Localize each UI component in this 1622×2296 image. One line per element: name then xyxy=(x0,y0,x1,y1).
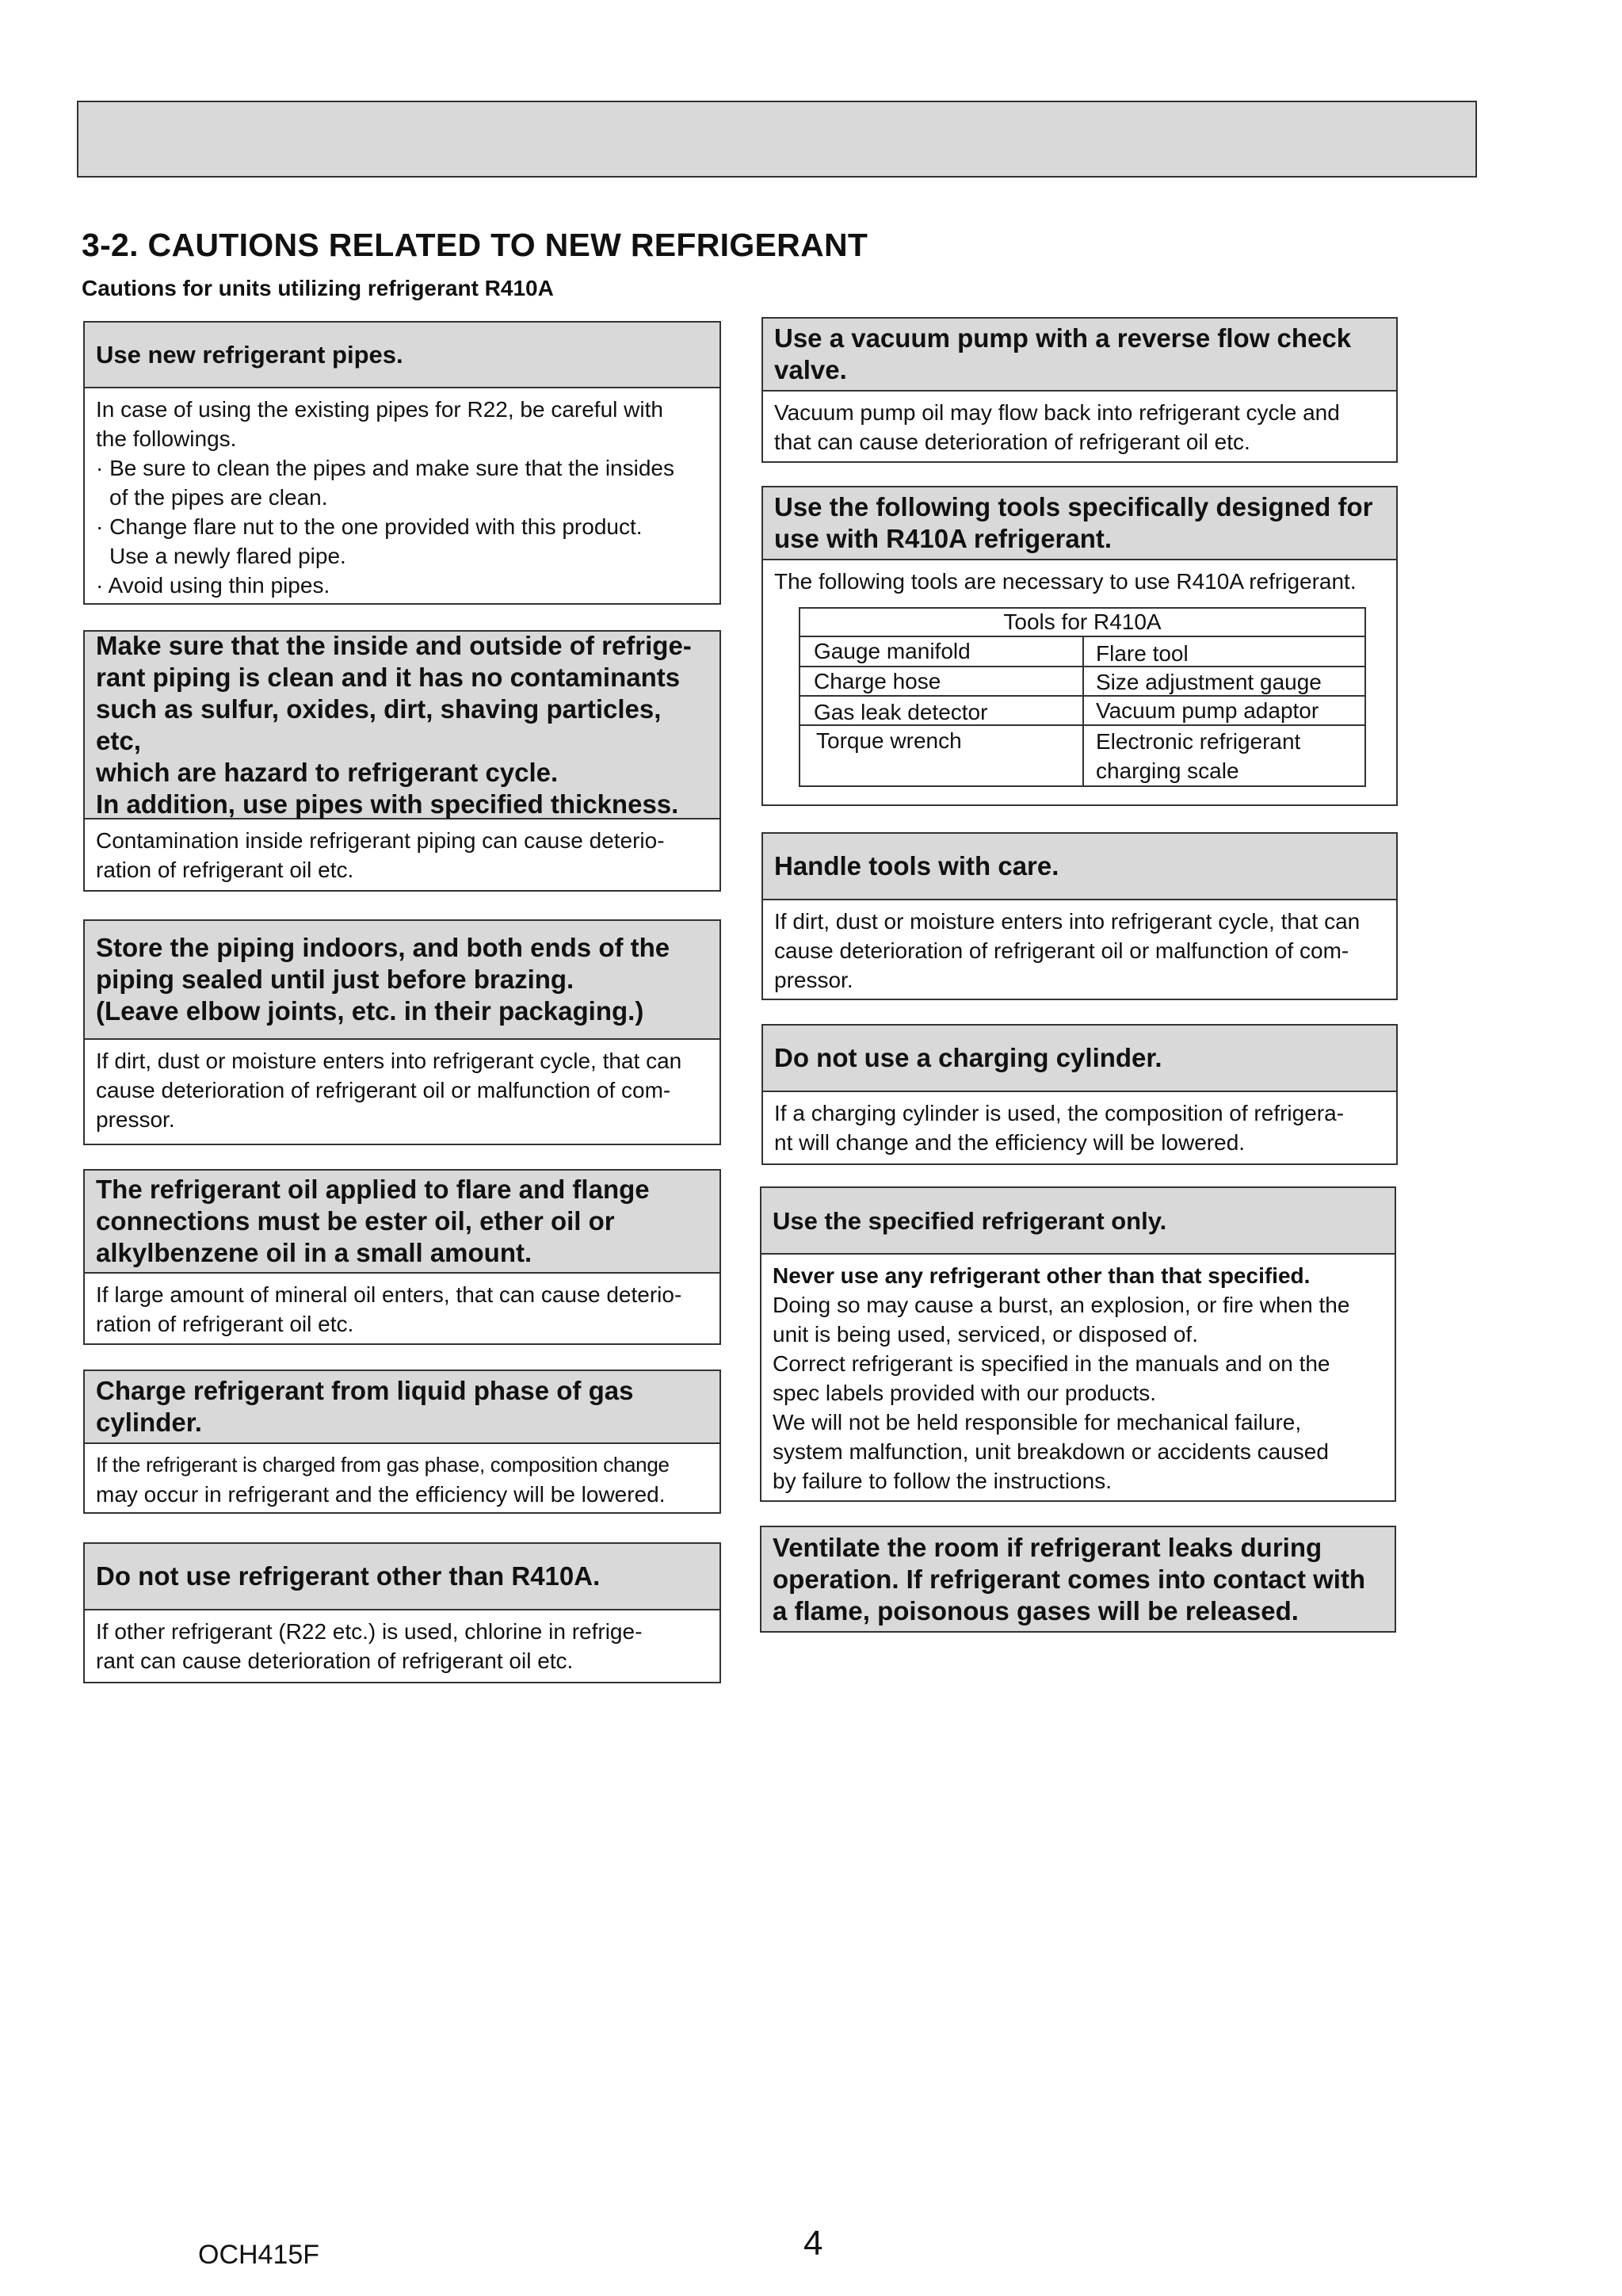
caution-body: If large amount of mineral oil enters, that can cause deterio- ration of refrigerant oil etc. xyxy=(96,1282,682,1336)
caution-clean-piping xyxy=(83,630,721,892)
tools-cell: Charge hose xyxy=(814,669,941,693)
caution-body: If the refrigerant is charged from gas phase, composition change may occur in refrigerant and the efficiency will be lowered. xyxy=(96,1453,670,1507)
caution-body: Contamination inside refrigerant piping can cause deterio- ration of refrigerant oil etc. xyxy=(96,828,665,882)
caution-heading: Use the following tools specifically designed for use with R410A refrigerant. xyxy=(763,487,1396,560)
caution-heading: Do not use a charging cylinder. xyxy=(763,1026,1396,1092)
caution-heading: Do not use refrigerant other than R410A. xyxy=(85,1544,719,1610)
caution-refrigerant-oil xyxy=(83,1169,721,1345)
caution-heading: Store the piping indoors, and both ends of the piping sealed until just before brazing. (Leave elbow joints, etc. in their packaging.) xyxy=(85,921,719,1040)
tools-cell: Size adjustment gauge xyxy=(1096,670,1322,694)
caution-heading: Make sure that the inside and outside of refrige- rant piping is clean and it has no contaminants such as sulfur, oxides, dirt, shaving particles, etc, which are hazard to refrigerant cycle. In addition, use pipes with specified thickness. xyxy=(85,632,719,819)
caution-new-pipes xyxy=(83,321,721,605)
tools-cell: Vacuum pump adaptor xyxy=(1096,698,1319,723)
caution-body: In case of using the existing pipes for R22, be careful with the followings. · Be sure to clean the pipes and make sure that the insides of the pipes are clean. · Change flare nut to the one provided with this product. Use a newly flared pipe. · Avoid using thin pipes. xyxy=(96,397,674,598)
document-code: OCH415F xyxy=(198,2240,320,2270)
page-number: 4 xyxy=(803,2224,823,2263)
caution-heading: Use new refrigerant pipes. xyxy=(85,323,719,388)
caution-body: If other refrigerant (R22 etc.) is used, chlorine in refrige- rant can cause deterioration of refrigerant oil etc. xyxy=(96,1619,643,1673)
caution-heading: Handle tools with care. xyxy=(763,834,1396,900)
row-divider xyxy=(800,666,1364,667)
tools-table-header: Tools for R410A xyxy=(800,609,1364,637)
tools-cell: Torque wrench xyxy=(816,728,962,753)
tools-cell: Electronic refrigerant xyxy=(1096,729,1301,754)
caution-body: If dirt, dust or moisture enters into refrigerant cycle, that can cause deterioration of refrigerant oil or malfunction of com- pressor. xyxy=(774,909,1361,992)
caution-specified-refrigerant xyxy=(760,1186,1396,1502)
tools-cell: Gauge manifold xyxy=(814,639,971,663)
caution-heading: Ventilate the room if refrigerant leaks during operation. If refrigerant comes into contact with a flame, poisonous gases will be released. xyxy=(761,1527,1395,1631)
caution-body: Vacuum pump oil may flow back into refrigerant cycle and that can cause deterioration of refrigerant oil etc. xyxy=(774,400,1340,454)
caution-body: Never use any refrigerant other than that specified. Doing so may cause a burst, an explosion, or fire when the unit is being used, serviced, or disposed of. Correct refrigerant is specified in the manuals and on the spec labels provided with our products. We will not be held responsible for mechanical failure, system malfunction, unit breakdown or accidents caused by failure to follow the instructions. xyxy=(773,1263,1350,1493)
tools-cell: Gas leak detector xyxy=(814,700,988,724)
caution-no-other-refrigerant xyxy=(83,1542,721,1683)
caution-handle-tools xyxy=(761,832,1398,1000)
tools-cell: Flare tool xyxy=(1096,641,1189,666)
caution-heading: Charge refrigerant from liquid phase of gas cylinder. xyxy=(85,1371,719,1444)
caution-body: If dirt, dust or moisture enters into refrigerant cycle, that can cause deterioration of refrigerant oil or malfunction of com- pressor. xyxy=(96,1049,682,1132)
caution-ventilate-room xyxy=(760,1526,1396,1633)
tools-table xyxy=(799,607,1366,787)
column-divider xyxy=(1082,637,1084,785)
caution-store-piping xyxy=(83,919,721,1145)
caution-heading: Use the specified refrigerant only. xyxy=(761,1188,1395,1255)
header-bar xyxy=(77,101,1477,178)
caution-charge-liquid-phase xyxy=(83,1370,721,1514)
section-subtitle: Cautions for units utilizing refrigerant R410A xyxy=(82,276,554,300)
caution-body: The following tools are necessary to use R410A refrigerant. xyxy=(774,569,1357,594)
caution-body: If a charging cylinder is used, the composition of refrigera- nt will change and the efficiency will be lowered. xyxy=(774,1101,1345,1155)
caution-vacuum-pump xyxy=(761,317,1398,463)
section-title: 3-2. CAUTIONS RELATED TO NEW REFRIGERANT xyxy=(82,227,868,263)
caution-no-charging-cylinder xyxy=(761,1024,1398,1165)
caution-heading: The refrigerant oil applied to flare and flange connections must be ester oil, ether oil or alkylbenzene oil in a small amount. xyxy=(85,1171,719,1274)
tools-cell: charging scale xyxy=(1096,758,1239,783)
caution-heading: Use a vacuum pump with a reverse flow check valve. xyxy=(763,319,1396,392)
